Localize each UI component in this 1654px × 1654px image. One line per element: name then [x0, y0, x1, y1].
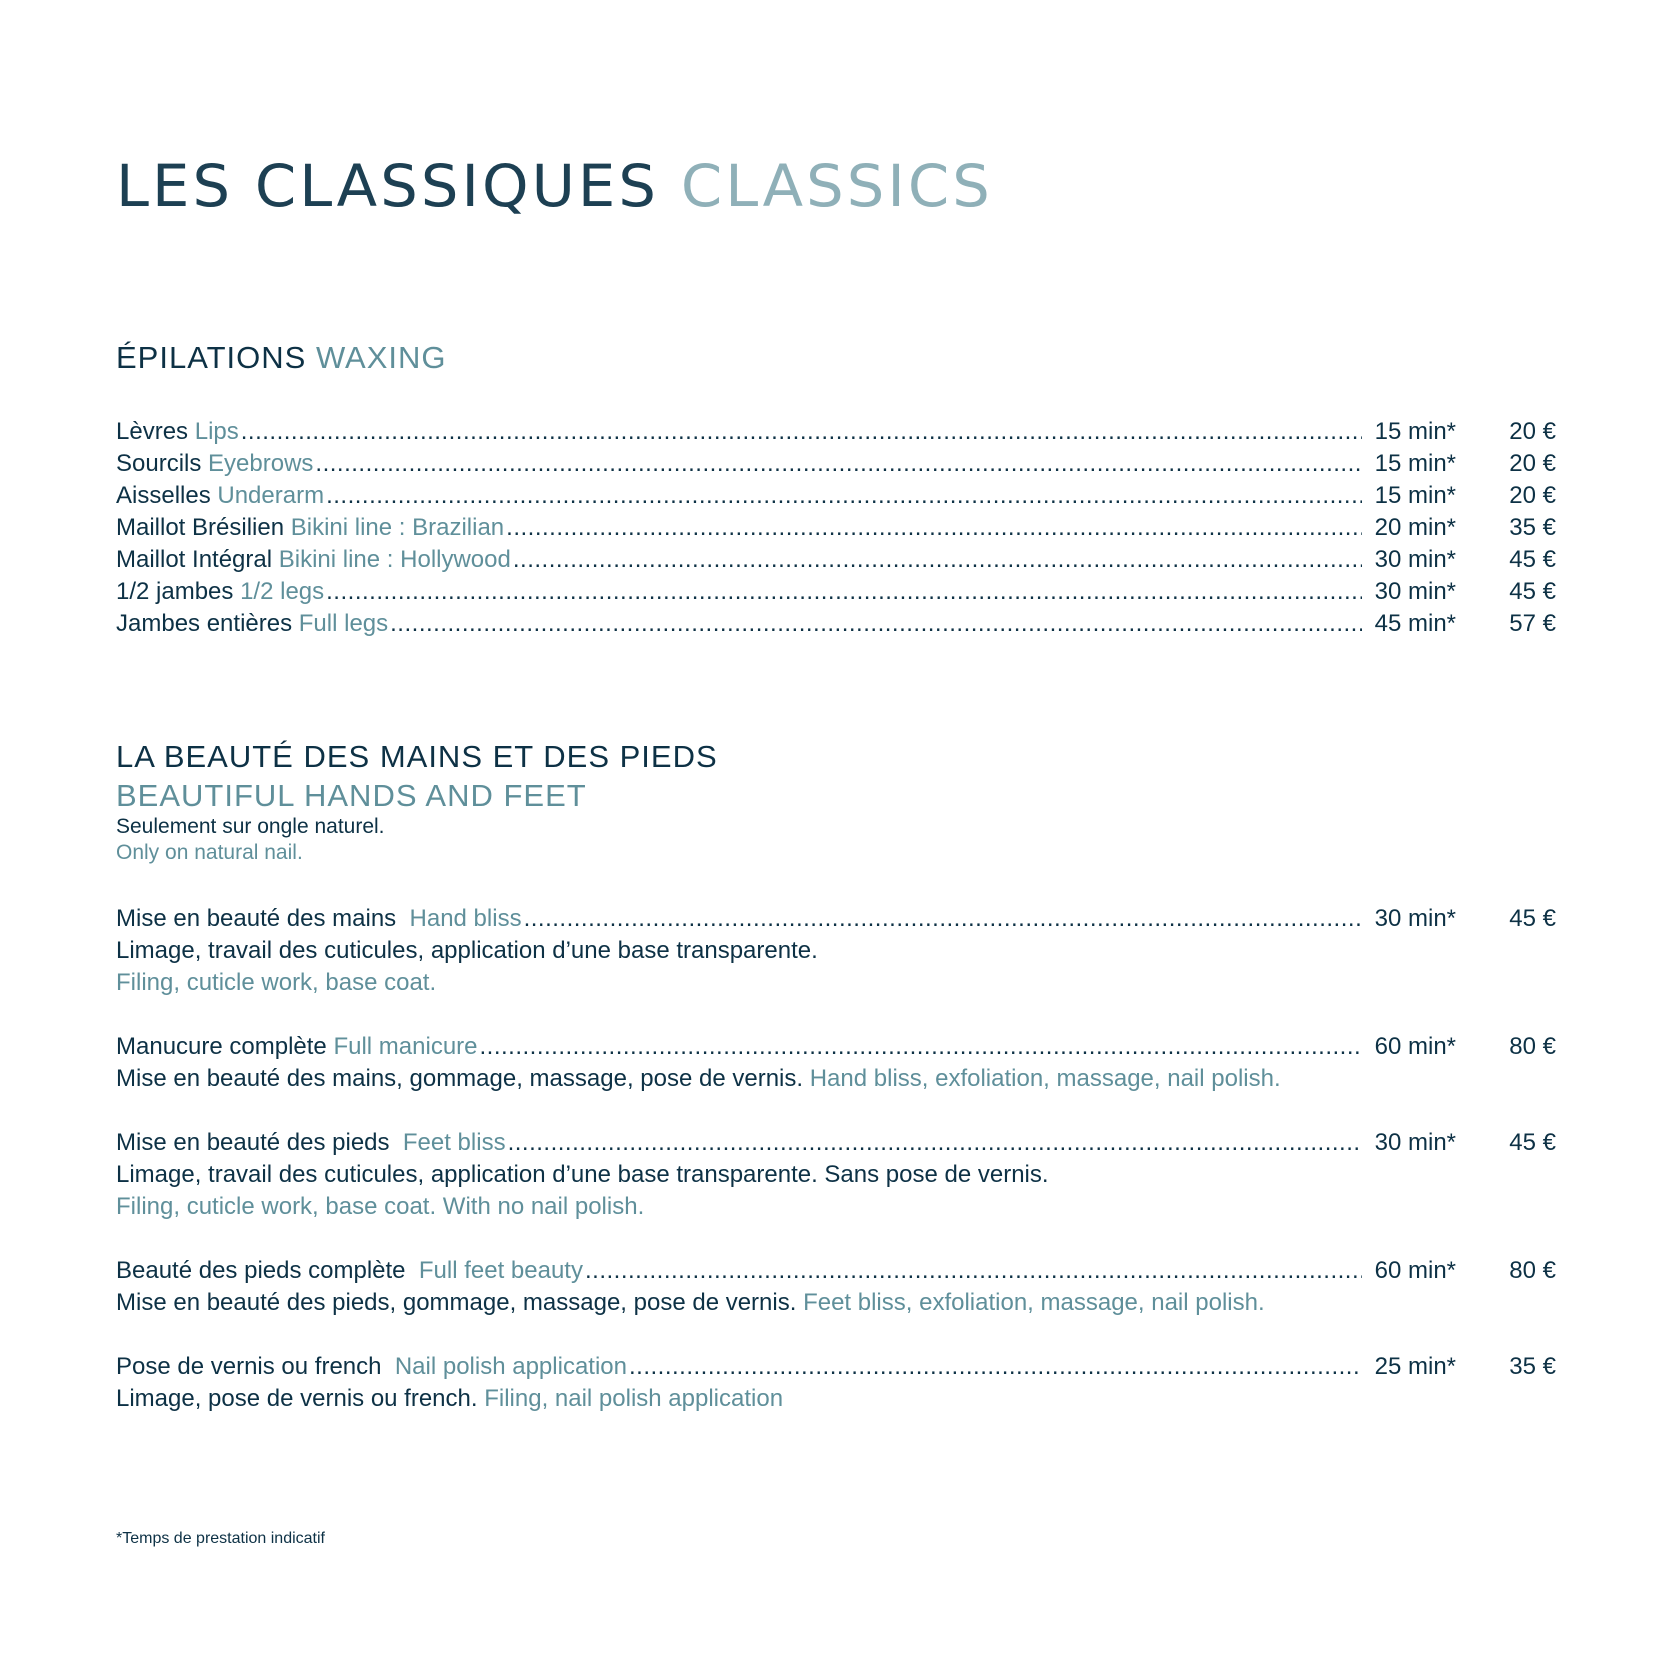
service-duration: 15 min*: [1374, 450, 1456, 477]
dot-leader: [585, 1255, 1362, 1287]
service-price: 80 €: [1509, 1257, 1556, 1284]
service-price: 45 €: [1509, 905, 1556, 932]
service-name-fr: Mise en beauté des mains: [116, 905, 397, 932]
page-title: [116, 152, 993, 220]
service-name-en: Eyebrows: [208, 450, 314, 477]
service-description-fr: Mise en beauté des mains, gommage, massage, pose de vernis.: [116, 1065, 804, 1092]
dot-leader: [524, 903, 1362, 935]
dot-leader: [480, 1031, 1363, 1063]
page-title-fr: LES CLASSIQUES: [116, 152, 659, 220]
dot-leader: [326, 480, 1362, 512]
service-name-en: Bikini line : Hollywood: [278, 546, 511, 573]
service-description-fr: Mise en beauté des pieds, gommage, massage, pose de vernis.: [116, 1289, 797, 1316]
service-description-en: Filing, cuticle work, base coat. With no nail polish.: [116, 1193, 645, 1220]
list-item: [116, 576, 1556, 608]
hands-section-title-fr: LA BEAUTÉ DES MAINS ET DES PIEDS: [116, 739, 718, 774]
service-name-en: Full legs: [298, 610, 389, 637]
dot-leader: [390, 608, 1362, 640]
service-price: 20 €: [1509, 418, 1556, 445]
dot-leader: [629, 1351, 1362, 1383]
list-item: [116, 416, 1556, 448]
list-item: [116, 1255, 1556, 1319]
service-name-fr: Manucure complète: [116, 1033, 327, 1060]
service-name-fr: Maillot Brésilien: [116, 514, 285, 541]
service-name-fr: Aisselles: [116, 482, 211, 509]
dot-leader: [241, 416, 1362, 448]
service-name-fr: Pose de vernis ou french: [116, 1353, 382, 1380]
service-description-fr: Limage, travail des cuticules, application d’une base transparente.: [116, 937, 818, 964]
service-price: 45 €: [1509, 1129, 1556, 1156]
waxing-title-en: WAXING: [315, 340, 447, 375]
list-item: [116, 608, 1556, 640]
service-description-en: Feet bliss, exfoliation, massage, nail polish.: [803, 1289, 1265, 1316]
service-description-fr: Limage, pose de vernis ou french.: [116, 1385, 478, 1412]
dot-leader: [506, 512, 1362, 544]
service-name-en: Lips: [194, 418, 239, 445]
dot-leader: [315, 448, 1362, 480]
service-price: 20 €: [1509, 450, 1556, 477]
page-title-en: CLASSICS: [680, 152, 993, 220]
list-item: [116, 1031, 1556, 1095]
list-item: [116, 1351, 1556, 1415]
service-price: 57 €: [1509, 610, 1556, 637]
service-duration: 60 min*: [1374, 1257, 1456, 1284]
list-item: [116, 1127, 1556, 1223]
section-note-fr: Seulement sur ongle naturel.: [116, 815, 385, 838]
waxing-section-title: [116, 340, 447, 376]
service-duration: 15 min*: [1374, 418, 1456, 445]
service-name-en: Underarm: [217, 482, 325, 509]
service-duration: 30 min*: [1374, 1129, 1456, 1156]
waxing-list: [116, 416, 1556, 640]
service-name-fr: Beauté des pieds complète: [116, 1257, 406, 1284]
service-name-fr: Maillot Intégral: [116, 546, 273, 573]
service-description-en: Hand bliss, exfoliation, massage, nail polish.: [809, 1065, 1281, 1092]
service-duration: 25 min*: [1374, 1353, 1456, 1380]
service-price: 20 €: [1509, 482, 1556, 509]
hands-section-title-en: BEAUTIFUL HANDS AND FEET: [116, 778, 587, 813]
service-duration: 20 min*: [1374, 514, 1456, 541]
service-name-en: Full feet beauty: [418, 1257, 583, 1284]
service-name-en: Bikini line : Brazilian: [290, 514, 505, 541]
service-name-en: Full manicure: [333, 1033, 478, 1060]
list-item: [116, 903, 1556, 999]
service-duration: 45 min*: [1374, 610, 1456, 637]
service-duration: 60 min*: [1374, 1033, 1456, 1060]
list-item: [116, 480, 1556, 512]
service-description-fr: Limage, travail des cuticules, application d’une base transparente. Sans pose de vernis.: [116, 1161, 1049, 1188]
service-description-en: Filing, cuticle work, base coat.: [116, 969, 437, 996]
service-price: 35 €: [1509, 1353, 1556, 1380]
service-description-en: Filing, nail polish application: [484, 1385, 784, 1412]
service-name-en: Nail polish application: [394, 1353, 627, 1380]
list-item: [116, 448, 1556, 480]
service-duration: 30 min*: [1374, 905, 1456, 932]
service-name-en: Feet bliss: [402, 1129, 506, 1156]
list-item: [116, 544, 1556, 576]
service-name-fr: Jambes entières: [116, 610, 293, 637]
dot-leader: [508, 1127, 1362, 1159]
service-name-fr: Mise en beauté des pieds: [116, 1129, 390, 1156]
service-price: 45 €: [1509, 546, 1556, 573]
service-name-fr: 1/2 jambes: [116, 578, 234, 605]
section-note-en: Only on natural nail.: [116, 841, 303, 864]
service-price: 35 €: [1509, 514, 1556, 541]
service-price: 45 €: [1509, 578, 1556, 605]
service-duration: 30 min*: [1374, 546, 1456, 573]
service-name-en: Hand bliss: [409, 905, 522, 932]
dot-leader: [513, 544, 1362, 576]
service-duration: 15 min*: [1374, 482, 1456, 509]
footnote: *Temps de prestation indicatif: [116, 1530, 325, 1547]
service-duration: 30 min*: [1374, 578, 1456, 605]
service-price: 80 €: [1509, 1033, 1556, 1060]
waxing-title-fr: ÉPILATIONS: [116, 340, 307, 375]
service-name-fr: Sourcils: [116, 450, 202, 477]
list-item: [116, 512, 1556, 544]
dot-leader: [326, 576, 1362, 608]
service-name-en: 1/2 legs: [240, 578, 325, 605]
service-name-fr: Lèvres: [116, 418, 189, 445]
